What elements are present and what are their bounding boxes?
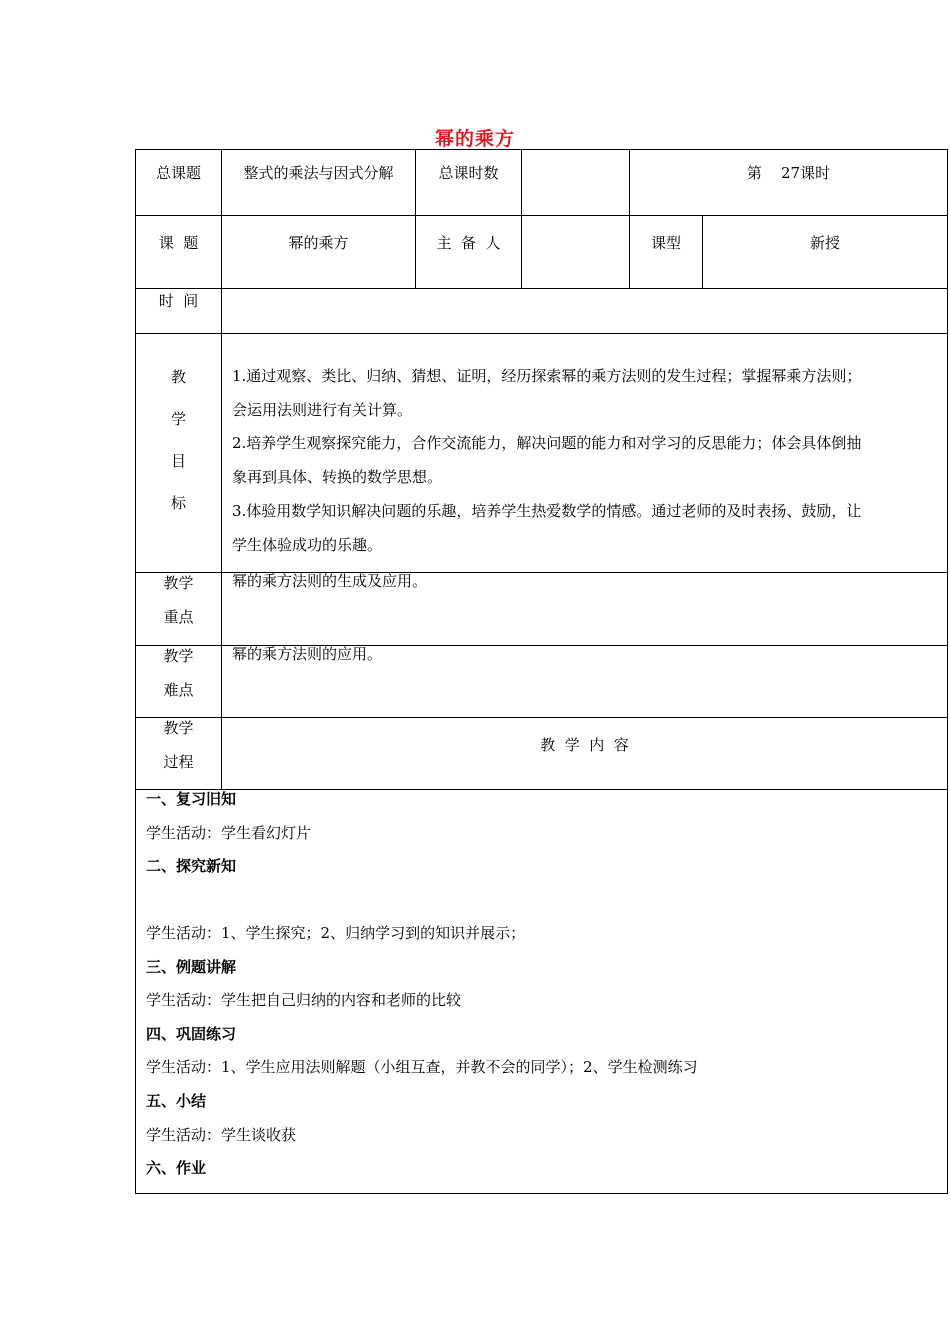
- section-heading: 五、小结: [146, 1092, 207, 1110]
- goal-line: 3.体验用数学知识解决问题的乐趣，培养学生热爱数学的情感。通过老师的及时表扬、鼓励，让: [232, 502, 862, 520]
- document-title: 幂的乘方: [434, 128, 515, 150]
- goals-label-char: 目: [170, 452, 186, 470]
- label-lesson-type: 课型: [650, 234, 681, 252]
- goal-line: 1.通过观察、类比、归纳、猜想、证明，经历探索幂的乘方法则的发生过程；掌握幂乘方法则；: [232, 367, 862, 385]
- label-total-hours: 总课时数: [438, 164, 499, 182]
- label-preparer: 主 备 人: [436, 234, 501, 252]
- lesson-plan-table: [135, 149, 948, 1194]
- section-text: 学生活动：学生谈收获: [146, 1126, 297, 1144]
- key-point-label: 重点: [163, 608, 194, 626]
- difficult-point-label: 教学: [163, 647, 194, 665]
- section-text: 学生活动：1、学生应用法则解题（小组互查，并教不会的同学）；2、学生检测练习: [146, 1058, 698, 1076]
- section-heading: 一、复习旧知: [146, 790, 237, 808]
- row-divider: [136, 288, 947, 289]
- section-heading: 六、作业: [146, 1159, 207, 1177]
- section-text: 学生活动：学生看幻灯片: [146, 824, 312, 842]
- goals-label-char: 标: [170, 494, 186, 512]
- goal-line: 学生体验成功的乐趣。: [232, 536, 383, 554]
- column-divider: [521, 150, 522, 288]
- row-divider: [136, 789, 947, 790]
- label-topic: 课 题: [158, 234, 199, 252]
- goals-label-char: 教: [170, 368, 186, 386]
- content-header: 教 学 内 容: [540, 736, 629, 754]
- process-label: 教学: [163, 719, 194, 737]
- topic-value: 幂的乘方: [288, 234, 349, 252]
- label-time: 时 间: [158, 292, 199, 310]
- section-heading: 二、探究新知: [146, 857, 237, 875]
- difficult-point-label: 难点: [163, 681, 194, 699]
- goal-line: 象再到具体、转换的数学思想。: [232, 468, 443, 486]
- difficult-point-value: 幂的乘方法则的应用。: [232, 645, 383, 663]
- label-total-topic: 总课题: [155, 164, 201, 182]
- total-topic-value: 整式的乘法与因式分解: [243, 164, 394, 182]
- section-heading: 四、巩固练习: [146, 1025, 237, 1043]
- row-divider: [136, 717, 947, 718]
- goals-label-char: 学: [170, 410, 186, 428]
- goal-line: 会运用法则进行有关计算。: [232, 401, 413, 419]
- lesson-type-value: 新授: [809, 234, 840, 252]
- section-heading: 三、例题讲解: [146, 958, 237, 976]
- key-point-value: 幂的乘方法则的生成及应用。: [232, 572, 428, 590]
- section-text: 学生活动：1、学生探究；2、归纳学习到的知识并展示；: [146, 924, 526, 942]
- section-text: 学生活动：学生把自己归纳的内容和老师的比较: [146, 991, 462, 1009]
- process-label: 过程: [163, 753, 194, 771]
- row-divider: [136, 215, 947, 216]
- row-divider: [136, 333, 947, 334]
- goal-line: 2.培养学生观察探究能力，合作交流能力，解决问题的能力和对学习的反思能力；体会具体倒抽: [232, 434, 862, 452]
- lesson-number: 第 27课时: [746, 164, 831, 182]
- key-point-label: 教学: [163, 574, 194, 592]
